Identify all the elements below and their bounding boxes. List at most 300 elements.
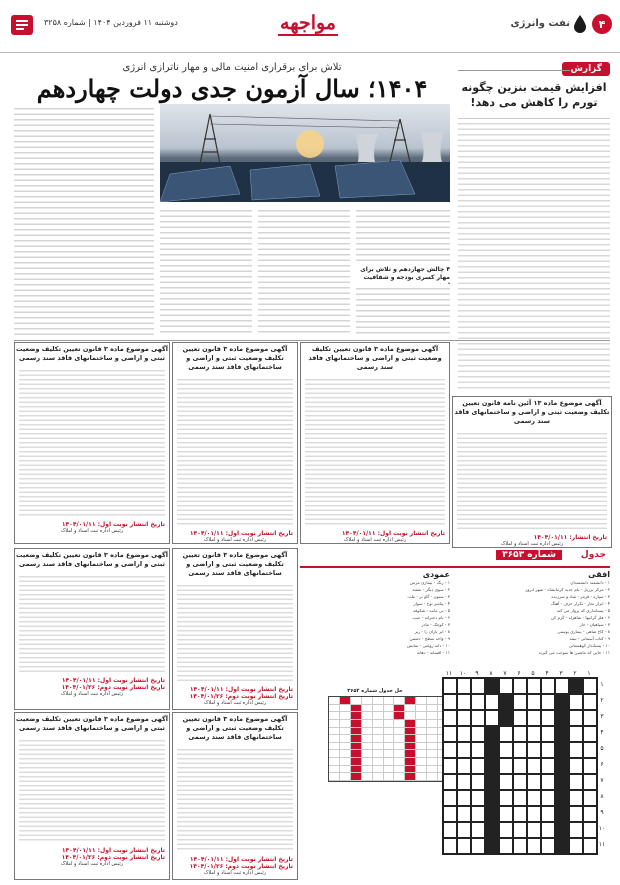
page-number-badge: ۴ — [592, 14, 612, 34]
clue-item: ۵ - پستانداری که پرواز می کند — [556, 608, 610, 613]
notice-body — [177, 746, 293, 852]
notice-title: آگهی موضوع ماده ۳ قانون تعیین تکلیف وضعیت ثبتی و اراضی و ساختمانهای فاقد سند رسمی — [15, 551, 169, 568]
crossword-label: جدول — [580, 550, 606, 560]
solution-cell — [340, 735, 351, 743]
crossword-cell[interactable] — [499, 678, 513, 694]
crossword-cell[interactable] — [457, 790, 471, 806]
notice-4 — [14, 342, 170, 544]
crossword-cell[interactable] — [569, 774, 583, 790]
crossword-cell[interactable] — [583, 742, 597, 758]
down-clues — [300, 570, 450, 694]
solution-cell — [394, 773, 405, 781]
clue-item: ۶ - نام دخترانه - جیب — [412, 615, 450, 620]
power-plant-photo — [160, 104, 450, 202]
solution-cell — [362, 750, 373, 758]
solution-cell — [362, 705, 373, 713]
column-numbers — [442, 670, 606, 677]
crossword-block — [485, 758, 499, 774]
previous-solution-title: حل جدول شماره ۳۶۵۲ — [347, 688, 403, 694]
crossword-cell[interactable] — [513, 838, 527, 854]
crossword-cell[interactable] — [513, 726, 527, 742]
solution-cell — [416, 697, 427, 705]
crossword-cell[interactable] — [541, 774, 555, 790]
previous-solution — [300, 688, 450, 782]
solution-cell — [384, 728, 395, 736]
solution-cell — [373, 766, 384, 774]
row-number: ۶ — [600, 761, 604, 768]
solution-cell — [405, 697, 416, 705]
notice-7 — [172, 712, 298, 880]
side-headline: افزایش قیمت بنزین چگونه تورم را کاهش می دهد! — [461, 81, 607, 109]
crossword-cell[interactable] — [471, 838, 485, 854]
solution-cell — [405, 758, 416, 766]
crossword-cell[interactable] — [569, 838, 583, 854]
crossword-block — [555, 694, 569, 710]
crossword-cell[interactable] — [541, 694, 555, 710]
crossword-cell[interactable] — [443, 710, 457, 726]
solution-cell — [362, 773, 373, 781]
notice-body — [177, 376, 293, 526]
crossword-cell[interactable] — [457, 822, 471, 838]
row-number: ۴ — [600, 729, 604, 736]
notice-sign: رئیس اداره ثبت اسناد و املاک — [60, 691, 124, 697]
crossword-cell[interactable] — [527, 742, 541, 758]
crossword-cell[interactable] — [457, 758, 471, 774]
clue-item: ۲ - سوی دیگر - نقشه — [412, 587, 450, 592]
crossword-block — [485, 726, 499, 742]
solution-cell — [340, 750, 351, 758]
crossword-cell[interactable] — [541, 742, 555, 758]
crossword-cell[interactable] — [583, 822, 597, 838]
solution-cell — [394, 766, 405, 774]
solution-cell — [416, 758, 427, 766]
notice-date-2: تاریخ انتشار نوبت دوم: ۱۴۰۴/۰۱/۲۶ — [61, 854, 165, 861]
solution-cell — [416, 743, 427, 751]
crossword-issue: شماره ۳۶۵۳ — [496, 550, 562, 560]
crossword-cell[interactable] — [499, 822, 513, 838]
notice-date-2: تاریخ انتشار نوبت دوم: ۱۴۰۴/۰۱/۲۶ — [189, 693, 293, 700]
notice-date-2: تاریخ انتشار نوبت دوم: ۱۴۰۴/۰۱/۲۶ — [61, 684, 165, 691]
notice-body — [177, 582, 293, 682]
solution-cell — [405, 735, 416, 743]
crossword-cell[interactable] — [541, 838, 555, 854]
column-number: ۳ — [559, 670, 563, 677]
solution-cell — [362, 697, 373, 705]
notice-date: تاریخ انتشار نوبت اول: ۱۴۰۴/۰۱/۱۱ — [189, 856, 293, 863]
crossword-cell[interactable] — [527, 726, 541, 742]
column-number: ۸ — [489, 670, 493, 677]
crossword-cell[interactable] — [499, 806, 513, 822]
crossword-cell[interactable] — [457, 694, 471, 710]
notice-sign: رئیس اداره ثبت اسناد و املاک — [203, 537, 267, 543]
solution-cell — [340, 720, 351, 728]
crossword-cell[interactable] — [527, 758, 541, 774]
crossword-cell[interactable] — [513, 774, 527, 790]
crossword-cell[interactable] — [471, 822, 485, 838]
previous-solution-grid — [328, 696, 450, 782]
crossword-cell[interactable] — [443, 758, 457, 774]
crossword-cell[interactable] — [443, 678, 457, 694]
crossword-block — [555, 790, 569, 806]
crossword-grid-wrap — [434, 670, 606, 870]
solution-cell — [340, 705, 351, 713]
crossword-cell[interactable] — [527, 710, 541, 726]
notice-date: تاریخ انتشار نوبت اول: ۱۴۰۴/۰۱/۱۱ — [61, 521, 165, 528]
notice-sign: رئیس اداره ثبت اسناد و املاک — [500, 541, 564, 547]
crossword-cell[interactable] — [541, 726, 555, 742]
crossword-cell[interactable] — [513, 806, 527, 822]
solution-cell — [416, 735, 427, 743]
main-subhead: ۴ چالش جهاردهم و تلاش برای مهار کسری بودجه و شفافیت — [360, 266, 450, 281]
solution-cell — [384, 743, 395, 751]
logo-underline — [278, 34, 338, 36]
notice-title: آگهی موضوع ماده ۳ قانون تعیین تکلیف وضعیت ثبتی و اراضی و ساختمانهای فاقد سند رسمی — [308, 345, 442, 371]
solution-cell — [373, 705, 384, 713]
clue-item: ۱۰ - دانه روغنی - نمایش — [407, 643, 450, 648]
row-number: ۹ — [600, 809, 604, 816]
solution-cell — [373, 758, 384, 766]
solution-cell — [329, 766, 340, 774]
crossword-cell[interactable] — [485, 710, 499, 726]
solution-cell — [394, 743, 405, 751]
column-number: ۱ — [587, 670, 591, 677]
solution-cell — [416, 773, 427, 781]
clue-item: ۳ - سیاره - قرمز - شاد و سرزنده — [551, 594, 610, 599]
notice-1 — [452, 396, 612, 548]
solution-cell — [405, 728, 416, 736]
solution-cell — [362, 712, 373, 720]
crossword-cell[interactable] — [583, 758, 597, 774]
crossword-cell[interactable] — [499, 742, 513, 758]
crossword-cell[interactable] — [443, 726, 457, 742]
crossword-cell[interactable] — [471, 790, 485, 806]
solution-cell — [384, 750, 395, 758]
crossword-cell[interactable] — [471, 694, 485, 710]
crossword-cell[interactable] — [541, 822, 555, 838]
crossword-cell[interactable] — [471, 742, 485, 758]
solution-cell — [329, 720, 340, 728]
crossword-cell[interactable] — [583, 790, 597, 806]
crossword-cell[interactable] — [499, 838, 513, 854]
solution-cell — [351, 750, 362, 758]
row-number: ۱۱ — [598, 841, 606, 848]
crossword-cell[interactable] — [513, 678, 527, 694]
notice-body — [457, 430, 607, 530]
notice-2 — [300, 342, 450, 544]
crossword-cell[interactable] — [499, 774, 513, 790]
column-number: ۲ — [573, 670, 577, 677]
crossword-block — [569, 678, 583, 694]
solution-cell — [340, 697, 351, 705]
side-story — [458, 62, 610, 392]
solution-cell — [405, 720, 416, 728]
row-number: ۷ — [600, 777, 604, 784]
crossword-cell[interactable] — [513, 710, 527, 726]
solution-cell — [329, 705, 340, 713]
row-numbers — [598, 677, 606, 855]
crossword-section — [300, 548, 610, 878]
notice-title: آگهی موضوع ماده ۳ قانون تعیین تکلیف وضعیت ثبتی و اراضی و ساختمانهای فاقد سند رسمی — [15, 345, 169, 362]
crossword-grid[interactable] — [442, 677, 598, 855]
main-body-col-3 — [258, 206, 350, 336]
notice-sign: رئیس اداره ثبت اسناد و املاک — [203, 700, 267, 706]
clue-item: ۱ - رنگ - بیماری مزمن — [409, 580, 450, 585]
crossword-cell[interactable] — [471, 710, 485, 726]
solution-cell — [373, 743, 384, 751]
notice-body — [19, 573, 165, 673]
crossword-cell[interactable] — [555, 678, 569, 694]
column-number: ۱۰ — [459, 670, 467, 677]
solution-cell — [329, 712, 340, 720]
crossword-cell[interactable] — [527, 822, 541, 838]
notice-title: آگهی موضوع ماده ۳ قانون تعیین تکلیف وضعیت ثبتی و اراضی و ساختمانهای فاقد سند رسمی — [182, 715, 288, 741]
notice-sign: رئیس اداره ثبت اسناد و املاک — [60, 861, 124, 867]
notice-6 — [14, 548, 170, 710]
solution-cell — [340, 758, 351, 766]
crossword-cell[interactable] — [569, 806, 583, 822]
clue-item: ۴ - ابزار نجار - تکرار حرف - آهنگ — [550, 601, 610, 606]
crossword-block — [555, 806, 569, 822]
clue-item: ۸ - کاخ شاهی - بیماری پوستی — [557, 629, 610, 634]
crossword-cell[interactable] — [527, 790, 541, 806]
notice-date: تاریخ انتشار: ۱۴۰۴/۰۱/۱۱ — [533, 534, 607, 541]
solution-cell — [329, 697, 340, 705]
crossword-cell[interactable] — [513, 694, 527, 710]
clue-item: ۱۱ - جایی که ماشین ها سوخت می گیرند — [538, 650, 610, 655]
crossword-cell[interactable] — [527, 838, 541, 854]
down-list — [300, 579, 450, 656]
crossword-cell[interactable] — [443, 774, 457, 790]
crossword-cell[interactable] — [527, 678, 541, 694]
crossword-cell[interactable] — [471, 726, 485, 742]
solution-cell — [351, 720, 362, 728]
row-number: ۱ — [600, 681, 604, 688]
section-divider — [14, 340, 610, 341]
solution-cell — [416, 750, 427, 758]
solution-cell — [405, 712, 416, 720]
crossword-cell[interactable] — [443, 694, 457, 710]
solution-cell — [405, 766, 416, 774]
crossword-cell[interactable] — [583, 678, 597, 694]
solution-cell — [384, 735, 395, 743]
solution-cell — [329, 728, 340, 736]
solution-cell — [351, 766, 362, 774]
crossword-cell[interactable] — [513, 742, 527, 758]
solution-cell — [373, 712, 384, 720]
column-number: ۵ — [531, 670, 535, 677]
solution-cell — [351, 697, 362, 705]
crossword-block — [555, 742, 569, 758]
solution-cell — [351, 712, 362, 720]
row-number: ۸ — [600, 793, 604, 800]
main-body-col-2 — [160, 206, 252, 336]
crossword-cell[interactable] — [457, 806, 471, 822]
crossword-cell[interactable] — [443, 806, 457, 822]
crossword-cell[interactable] — [457, 774, 471, 790]
solution-cell — [340, 766, 351, 774]
clue-item: ۵ - بی مانند - شکوفه — [413, 608, 450, 613]
crossword-cell[interactable] — [457, 726, 471, 742]
solution-cell — [384, 758, 395, 766]
notice-body — [19, 737, 165, 843]
crossword-cell[interactable] — [569, 726, 583, 742]
crossword-cell[interactable] — [569, 758, 583, 774]
notice-title: آگهی موضوع ماده ۳ قانون تعیین تکلیف وضعیت ثبتی و اراضی و ساختمانهای فاقد سند رسمی — [182, 551, 288, 577]
crossword-cell[interactable] — [541, 678, 555, 694]
solution-cell — [340, 773, 351, 781]
solution-cell — [384, 766, 395, 774]
main-body-col-4b — [356, 284, 450, 336]
crossword-cell[interactable] — [499, 790, 513, 806]
solution-cell — [405, 743, 416, 751]
crossword-cell[interactable] — [443, 742, 457, 758]
solution-cell — [373, 720, 384, 728]
crossword-cell[interactable] — [443, 790, 457, 806]
crossword-cell[interactable] — [569, 742, 583, 758]
solution-cell — [329, 743, 340, 751]
crossword-cell[interactable] — [527, 774, 541, 790]
column-number: ۱۱ — [445, 670, 453, 677]
crossword-cell[interactable] — [569, 710, 583, 726]
oil-drop-icon — [573, 14, 587, 34]
notice-date: تاریخ انتشار نوبت اول: ۱۴۰۴/۰۱/۱۱ — [61, 677, 165, 684]
side-divider — [458, 70, 570, 71]
main-body-col-4a — [356, 206, 450, 264]
crossword-cell[interactable] — [457, 742, 471, 758]
crossword-block — [555, 726, 569, 742]
crossword-cell[interactable] — [527, 694, 541, 710]
column-number: ۷ — [503, 670, 507, 677]
crossword-cell[interactable] — [569, 790, 583, 806]
main-kicker: تلاش برای برقراری امنیت مالی و مهار ناترازی انرژی — [122, 62, 342, 73]
solution-cell — [362, 728, 373, 736]
crossword-cell[interactable] — [443, 822, 457, 838]
crossword-block — [485, 790, 499, 806]
masthead-logo — [278, 12, 338, 36]
notice-body — [305, 376, 445, 526]
solution-cell — [351, 705, 362, 713]
solution-cell — [362, 735, 373, 743]
crossword-cell[interactable] — [569, 694, 583, 710]
solution-cell — [405, 705, 416, 713]
crossword-cell[interactable] — [443, 838, 457, 854]
notice-title: آگهی موضوع ماده ۳ قانون تعیین تکلیف وضعیت ثبتی و اراضی و ساختمانهای فاقد سند رسمی — [15, 715, 169, 732]
crossword-block — [485, 742, 499, 758]
crossword-cell[interactable] — [527, 806, 541, 822]
crossword-cell[interactable] — [471, 678, 485, 694]
crossword-cell[interactable] — [541, 710, 555, 726]
solution-cell — [362, 766, 373, 774]
crossword-header — [300, 548, 610, 568]
solution-cell — [384, 712, 395, 720]
solution-cell — [394, 712, 405, 720]
crossword-cell[interactable] — [541, 758, 555, 774]
crossword-cell[interactable] — [471, 774, 485, 790]
solution-cell — [351, 743, 362, 751]
row-number: ۱۰ — [598, 825, 606, 832]
crossword-cell[interactable] — [513, 758, 527, 774]
crossword-cell[interactable] — [499, 758, 513, 774]
crossword-cell[interactable] — [513, 790, 527, 806]
crossword-cell[interactable] — [457, 838, 471, 854]
clue-item: ۳ - ستون - گاو نر - ملت — [407, 594, 450, 599]
solution-cell — [351, 758, 362, 766]
solution-cell — [384, 705, 395, 713]
crossword-block — [555, 758, 569, 774]
notice-3 — [172, 342, 298, 544]
solution-cell — [329, 735, 340, 743]
solution-cell — [351, 773, 362, 781]
solution-cell — [416, 728, 427, 736]
clue-item: ۱۰ - پستاندار کوهستانی — [568, 643, 610, 648]
solution-cell — [384, 720, 395, 728]
crossword-cell[interactable] — [583, 710, 597, 726]
section-title: نفت وانرژی — [510, 18, 570, 29]
side-badge: گزارش — [562, 62, 610, 76]
crossword-block — [485, 678, 499, 694]
clue-item: ۱ - دانشمند دانشمندان — [570, 580, 610, 585]
crossword-cell[interactable] — [471, 758, 485, 774]
across-title: افقی — [588, 570, 610, 579]
crossword-cell[interactable] — [457, 710, 471, 726]
crossword-block — [555, 838, 569, 854]
solution-cell — [340, 743, 351, 751]
crossword-cell[interactable] — [471, 806, 485, 822]
crossword-cell[interactable] — [583, 694, 597, 710]
crossword-cell[interactable] — [583, 838, 597, 854]
notice-5 — [172, 548, 298, 710]
solution-cell — [394, 735, 405, 743]
crossword-cell[interactable] — [583, 774, 597, 790]
solution-cell — [394, 750, 405, 758]
crossword-block — [555, 710, 569, 726]
crossword-cell[interactable] — [583, 726, 597, 742]
solution-cell — [394, 697, 405, 705]
crossword-block — [485, 806, 499, 822]
clue-item: ۹ - کتاب آسمانی - نیمه — [569, 636, 610, 641]
crossword-cell[interactable] — [583, 806, 597, 822]
solution-cell — [362, 720, 373, 728]
crossword-cell[interactable] — [499, 726, 513, 742]
crossword-cell[interactable] — [541, 806, 555, 822]
across-list — [460, 579, 610, 656]
notice-title: آگهی موضوع ماده ۳ قانون تعیین تکلیف وضعیت ثبتی و اراضی و ساختمانهای فاقد سند رسمی — [182, 345, 288, 371]
crossword-cell[interactable] — [457, 678, 471, 694]
clue-item: ۸ - ابر باران زا - زیر — [414, 629, 450, 634]
clue-item: ۶ - فلز گرانبها - شاهراه - گرم کن — [551, 615, 610, 620]
page-header — [0, 0, 620, 53]
solution-cell — [373, 773, 384, 781]
crossword-block — [555, 822, 569, 838]
solution-cell — [329, 750, 340, 758]
column-number: ۶ — [517, 670, 521, 677]
row-number: ۳ — [600, 713, 604, 720]
main-body-col-1 — [14, 104, 154, 336]
crossword-cell[interactable] — [541, 790, 555, 806]
clue-item: ۴ - پیامبر نوح - سوار — [413, 601, 450, 606]
crossword-cell[interactable] — [513, 822, 527, 838]
solution-cell — [340, 712, 351, 720]
solution-cell — [362, 743, 373, 751]
crossword-cell[interactable] — [485, 694, 499, 710]
solution-cell — [373, 728, 384, 736]
solution-cell — [416, 712, 427, 720]
clue-item: ۷ - سپاهیان - خار — [579, 622, 610, 627]
crossword-cell[interactable] — [569, 822, 583, 838]
solution-cell — [405, 773, 416, 781]
solution-cell — [394, 758, 405, 766]
solution-cell — [394, 705, 405, 713]
